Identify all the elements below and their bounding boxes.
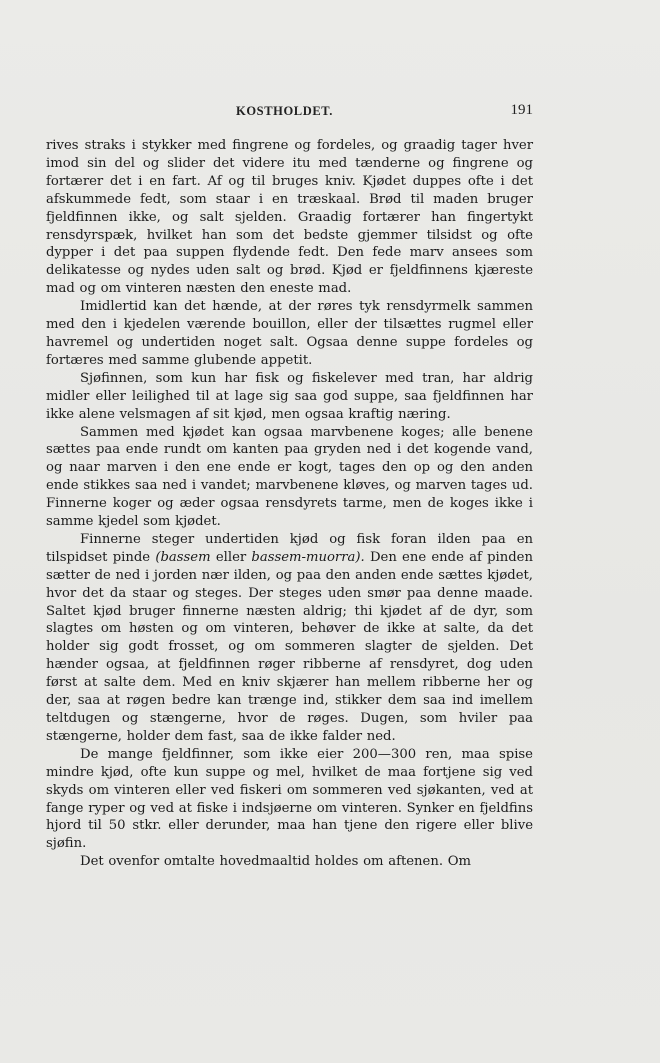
paragraph-5: [46, 531, 533, 746]
paragraph-5-text-mid: eller: [210, 549, 252, 565]
italic-term-bassem: (bassem: [155, 549, 211, 565]
paragraph-2: Imidlertid kan det hænde, at der røres tyk rensdyrmelk sammen med den i kjedelen værende bouillon, eller der tilsættes rugmel eller havremel og undertiden noget salt. Ogsaa denne suppe fordeles og fortæres med samme glubende appetit.: [46, 299, 533, 368]
running-title: KOSTHOLDET.: [236, 104, 334, 118]
paragraph-7: Det ovenfor omtalte hovedmaaltid holdes om aftenen. Om: [80, 854, 472, 870]
paragraph-3: Sjøfinnen, som kun har fisk og fiskelever med tran, har aldrig midler eller leilighed til at lage sig saa god suppe, saa fjeldfinnen har ikke alene velsmagen af sit kjød, men ogsaa kraftig næring.: [46, 370, 533, 422]
page-header: [46, 104, 533, 124]
page-number: 191: [510, 102, 533, 118]
paragraph-5-text-before: Finnerne steger undertiden kjød og fisk foran ilden paa en tilspidset pinde: [46, 531, 533, 565]
body-text: [46, 137, 533, 871]
paragraph-4: Sammen med kjødet kan ogsaa marvbenene koges; alle benene sættes paa ende rundt om kanten paa gryden ned i det kogende vand, og naar marven i den ene ende er kogt, tages den op og den anden ende stikkes saa ned i vandet; marvbenene kløves, og marven tages ud. Finnerne koger og æder ogsaa rensdyrets tarme, men de koges ikke i samme kjedel som kjødet.: [46, 424, 533, 530]
paragraph-1: rives straks i stykker med fingrene og fordeles, og graadig tager hver imod sin del og slider det videre itu med tænderne og fingrene og fortærer det i en fart. Af og til bruges kniv. Kjødet duppes ofte i det afskummede fedt, som staar i en træskaal. Brød til maden bruger fjeldfinnen ikke, og salt sjelden. Graadig fortærer han fingertykt rensdyrspæk, hvilket han som det bedste gjemmer tilsidst og ofte dypper i det paa suppen flydende fedt. Den fede marv ansees som delikatesse og nydes uden salt og brød. Kjød er fjeldfinnens kjæreste mad og om vinteren næsten den eneste mad.: [46, 138, 533, 297]
paragraph-5-text-after: Den ene ende af pinden sætter de ned i jorden nær ilden, og paa den anden ende sættes kjødet, hvor det da staar og steges. Der steges uden smør paa denne maade. Saltet kjød bruger finnerne næsten aldrig; thi kjødet af de dyr, som slagtes om høsten og om vinteren, behøver de ikke at salte, da det holder sig godt frosset, og om sommeren slagter de sjelden. Det hænder ogsaa, at fjeldfinnen røger ribberne af rensdyret, dog uden først at salte dem. Med en kniv skjærer han mellem ribberne her og der, saa at røgen bedre kan trænge ind, stikker dem saa ind imellem teltdugen og stængerne, hvor de røges. Dugen, som hviler paa stængerne, holder dem fast, saa de ikke falder ned.: [46, 549, 533, 744]
italic-term-bassem-muorra: bassem-muorra).: [251, 549, 365, 565]
paragraph-6: De mange fjeldfinner, som ikke eier 200—300 ren, maa spise mindre kjød, ofte kun suppe og mel, hvilket de maa fortjene sig ved skyds om vinteren eller ved fiskeri om sommeren ved sjøkanten, ved at fange ryper og ved at fiske i indsjøerne om vinteren. Synker en fjeldfins hjord til 50 stkr. eller derunder, maa han tjene den rigere eller blive sjøfin.: [46, 746, 533, 852]
